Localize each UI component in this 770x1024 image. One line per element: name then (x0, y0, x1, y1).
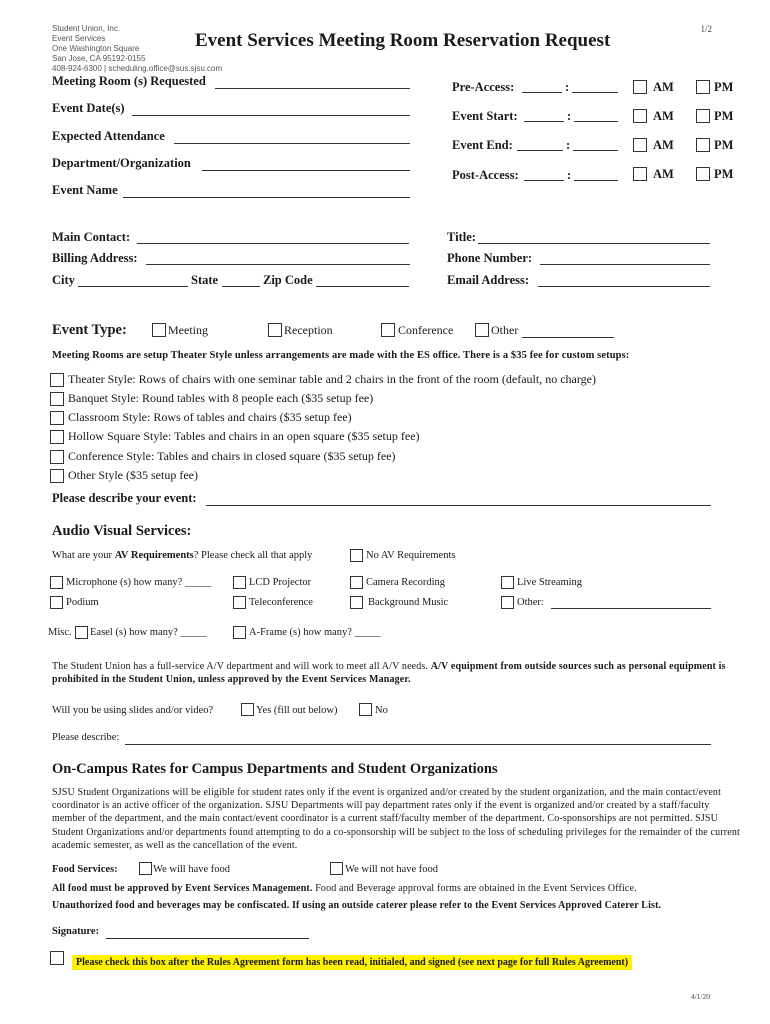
setup-hollow-square-label: Hollow Square Style: Tables and chairs in an open square ($35 setup fee) (68, 429, 420, 443)
slides-no-label: No (375, 705, 388, 716)
page-number: 1/2 (700, 24, 712, 34)
setup-conference-checkbox[interactable] (50, 450, 64, 464)
music-checkbox[interactable] (350, 596, 363, 609)
av-prompt (52, 550, 312, 561)
food-no-label: We will not have food (345, 864, 439, 875)
food-note-1-bold: All food must be approved by Event Services Management. (52, 883, 313, 894)
post-access-label: Post-Access: (452, 168, 519, 182)
setup-other-checkbox[interactable] (50, 469, 64, 483)
av-prompt-post: ? Please check all that apply (193, 550, 313, 561)
post-access-am-checkbox[interactable] (633, 167, 647, 181)
contact-title-label: Title: (447, 230, 476, 244)
event-end-am-checkbox[interactable] (633, 138, 647, 152)
aframe-label: A-Frame (s) how many? _____ (249, 627, 381, 638)
setup-banquet-label: Banquet Style: Round tables with 8 people each ($35 setup fee) (68, 391, 374, 405)
event-start-pm-checkbox[interactable] (696, 109, 710, 123)
teleconference-checkbox[interactable] (233, 596, 246, 609)
org-street: One Washington Square (52, 44, 140, 53)
microphone-checkbox[interactable] (50, 576, 63, 589)
lcd-label: LCD Projector (249, 577, 312, 588)
food-note-1 (52, 882, 637, 895)
event-type-conference-label: Conference (398, 323, 454, 337)
event-name-field[interactable] (123, 197, 410, 198)
main-contact-label: Main Contact: (52, 230, 131, 244)
event-end-pm-checkbox[interactable] (696, 138, 710, 152)
billing-label: Billing Address: (52, 251, 138, 265)
meeting-room-label: Meeting Room (s) Requested (52, 74, 206, 88)
event-dates-field[interactable] (132, 115, 410, 116)
av-other-field[interactable] (551, 608, 711, 609)
org-contact: 408-924-6300 | scheduling.office@sus.sjsu.com (52, 64, 223, 73)
food-note-2-bold: Unauthorized food and beverages may be confiscated. If using an outside caterer please refer to the Event Services Approved Caterer List. (52, 900, 662, 911)
page-title: Event Services Meeting Room Reservation Request (195, 30, 611, 51)
colon: : (565, 80, 570, 94)
phone-field[interactable] (540, 264, 710, 265)
event-end-minute[interactable] (573, 150, 618, 151)
podium-label: Podium (66, 597, 99, 608)
describe-event-label: Please describe your event: (52, 491, 197, 505)
event-type-label: Event Type: (52, 322, 127, 338)
agreement-banner (72, 952, 632, 970)
post-access-hour[interactable] (524, 180, 564, 181)
am-label: AM (653, 167, 674, 181)
av-note (52, 660, 727, 686)
slides-question: Will you be using slides and/or video? (52, 705, 214, 716)
setup-hollow-square-checkbox[interactable] (50, 430, 64, 444)
event-start-hour[interactable] (524, 121, 564, 122)
camera-checkbox[interactable] (350, 576, 363, 589)
rates-paragraph: SJSU Student Organizations will be eligible for student rates only if the event is organized and/or created by the student organization, and the main contact/event coordinator is an active officer of the organization. SJSU Departments will pay department rates only if the event is organized and/or created by a staff/faculty member of the department, and the main contact/event coordinator is a current staff/faculty member of the department. Co-sponsorships are not permitted. SJSU Student Organizations and/or departments found attempting to do a co-sponsorship will be subject to the loss of scheduling privileges for the remainder of the current academic semester, as well as the cancellation of the event. (52, 787, 740, 851)
streaming-checkbox[interactable] (501, 576, 514, 589)
streaming-label: Live Streaming (517, 577, 583, 588)
event-start-am-checkbox[interactable] (633, 109, 647, 123)
teleconference-label: Teleconference (249, 597, 313, 608)
city-field[interactable] (78, 286, 188, 287)
misc-label: Misc. (48, 627, 72, 638)
contact-title-field[interactable] (478, 243, 710, 244)
setup-other-label: Other Style ($35 setup fee) (68, 468, 198, 482)
event-type-conference-checkbox[interactable] (381, 323, 395, 337)
easel-label: Easel (s) how many? _____ (90, 627, 207, 638)
pre-access-label: Pre-Access: (452, 80, 515, 94)
colon: : (566, 138, 571, 152)
setup-classroom-label: Classroom Style: Rows of tables and chairs ($35 setup fee) (68, 410, 352, 424)
event-type-other-checkbox[interactable] (475, 323, 489, 337)
av-prompt-pre: What are your (52, 550, 115, 561)
pm-label: PM (714, 80, 734, 94)
food-yes-label: We will have food (153, 864, 231, 875)
pre-access-minute[interactable] (572, 92, 618, 93)
rates-header: On-Campus Rates for Campus Departments and Student Organizations (52, 761, 498, 777)
food-note-1-plain: Food and Beverage approval forms are obtained in the Event Services Office. (312, 883, 637, 894)
agreement-checkbox[interactable] (50, 951, 64, 965)
food-note-2 (52, 899, 661, 912)
pm-label: PM (714, 138, 734, 152)
email-field[interactable] (538, 286, 710, 287)
state-field[interactable] (222, 286, 260, 287)
pm-label: PM (714, 167, 734, 181)
food-label: Food Services: (52, 864, 118, 875)
setup-theater-label: Theater Style: Rows of chairs with one seminar table and 2 chairs in the front of the room (default, no charge) (68, 372, 596, 386)
am-label: AM (653, 138, 674, 152)
av-note-plain: The Student Union has a full-service A/V department and will work to meet all A/V needs. (52, 661, 431, 672)
phone-label: Phone Number: (447, 251, 533, 265)
microphone-label: Microphone (s) how many? _____ (66, 577, 212, 588)
event-type-reception-checkbox[interactable] (268, 323, 282, 337)
podium-checkbox[interactable] (50, 596, 63, 609)
zip-field[interactable] (316, 286, 409, 287)
event-name-label: Event Name (52, 183, 118, 197)
state-label: State (191, 273, 219, 287)
setup-classroom-checkbox[interactable] (50, 411, 64, 425)
av-prompt-bold: AV Requirements (114, 550, 194, 561)
event-dates-label: Event Date(s) (52, 101, 125, 115)
signature-label: Signature: (52, 926, 100, 937)
city-label: City (52, 273, 75, 287)
setup-conference-label: Conference Style: Tables and chairs in closed square ($35 setup fee) (68, 449, 396, 463)
zip-label: Zip Code (263, 273, 313, 287)
slides-no-checkbox[interactable] (359, 703, 372, 716)
food-no-checkbox[interactable] (330, 862, 343, 875)
pm-label: PM (714, 109, 734, 123)
setup-banquet-checkbox[interactable] (50, 392, 64, 406)
av-note-bold: A/V equipment from outside sources such as personal equipment is prohibited in the Student Union, unless approved by the Event Services Manager. (52, 661, 726, 686)
please-describe-field[interactable] (125, 744, 711, 745)
event-type-meeting-checkbox[interactable] (152, 323, 166, 337)
org-city: San Jose, CA 95192-0155 (52, 54, 146, 63)
pre-access-am-checkbox[interactable] (633, 80, 647, 94)
event-type-meeting-label: Meeting (168, 323, 208, 337)
slides-yes-label: Yes (fill out below) (256, 705, 338, 716)
lcd-checkbox[interactable] (233, 576, 246, 589)
event-type-other-field[interactable] (522, 337, 614, 338)
main-contact-field[interactable] (137, 243, 409, 244)
signature-field[interactable] (106, 938, 309, 939)
music-label: Background Music (368, 597, 449, 608)
aframe-checkbox[interactable] (233, 626, 246, 639)
easel-checkbox[interactable] (75, 626, 88, 639)
email-label: Email Address: (447, 273, 530, 287)
event-type-other-label: Other (491, 323, 519, 337)
no-av-label: No AV Requirements (366, 550, 456, 561)
event-end-hour[interactable] (517, 150, 563, 151)
please-describe-label: Please describe: (52, 732, 120, 743)
event-start-minute[interactable] (574, 121, 618, 122)
department-field[interactable] (202, 170, 410, 171)
post-access-pm-checkbox[interactable] (696, 167, 710, 181)
billing-field[interactable] (146, 264, 410, 265)
footer-date: 4/1/20 (690, 992, 710, 1001)
pre-access-hour[interactable] (522, 92, 562, 93)
setup-note: Meeting Rooms are setup Theater Style unless arrangements are made with the ES office. There is a $35 fee for custom setups: (52, 350, 630, 361)
colon: : (567, 168, 572, 182)
food-yes-checkbox[interactable] (139, 862, 152, 875)
no-av-checkbox[interactable] (350, 549, 363, 562)
describe-event-field[interactable] (206, 505, 711, 506)
am-label: AM (653, 80, 674, 94)
slides-yes-checkbox[interactable] (241, 703, 254, 716)
event-start-label: Event Start: (452, 109, 518, 123)
agreement-text: Please check this box after the Rules Agreement form has been read, initialed, and signed (see next page for full Rules Agreement) (72, 955, 632, 970)
attendance-field[interactable] (174, 143, 410, 144)
setup-theater-checkbox[interactable] (50, 373, 64, 387)
av-header: Audio Visual Services: (52, 523, 192, 539)
camera-label: Camera Recording (366, 577, 446, 588)
pre-access-pm-checkbox[interactable] (696, 80, 710, 94)
org-name: Student Union, Inc. (52, 24, 121, 33)
org-dept: Event Services (52, 34, 106, 43)
event-end-label: Event End: (452, 138, 513, 152)
av-other-checkbox[interactable] (501, 596, 514, 609)
attendance-label: Expected Attendance (52, 129, 165, 143)
event-type-reception-label: Reception (284, 323, 333, 337)
av-other-label: Other: (517, 597, 544, 608)
department-label: Department/Organization (52, 156, 191, 170)
am-label: AM (653, 109, 674, 123)
colon: : (567, 109, 572, 123)
post-access-minute[interactable] (574, 180, 618, 181)
meeting-room-field[interactable] (215, 88, 410, 89)
